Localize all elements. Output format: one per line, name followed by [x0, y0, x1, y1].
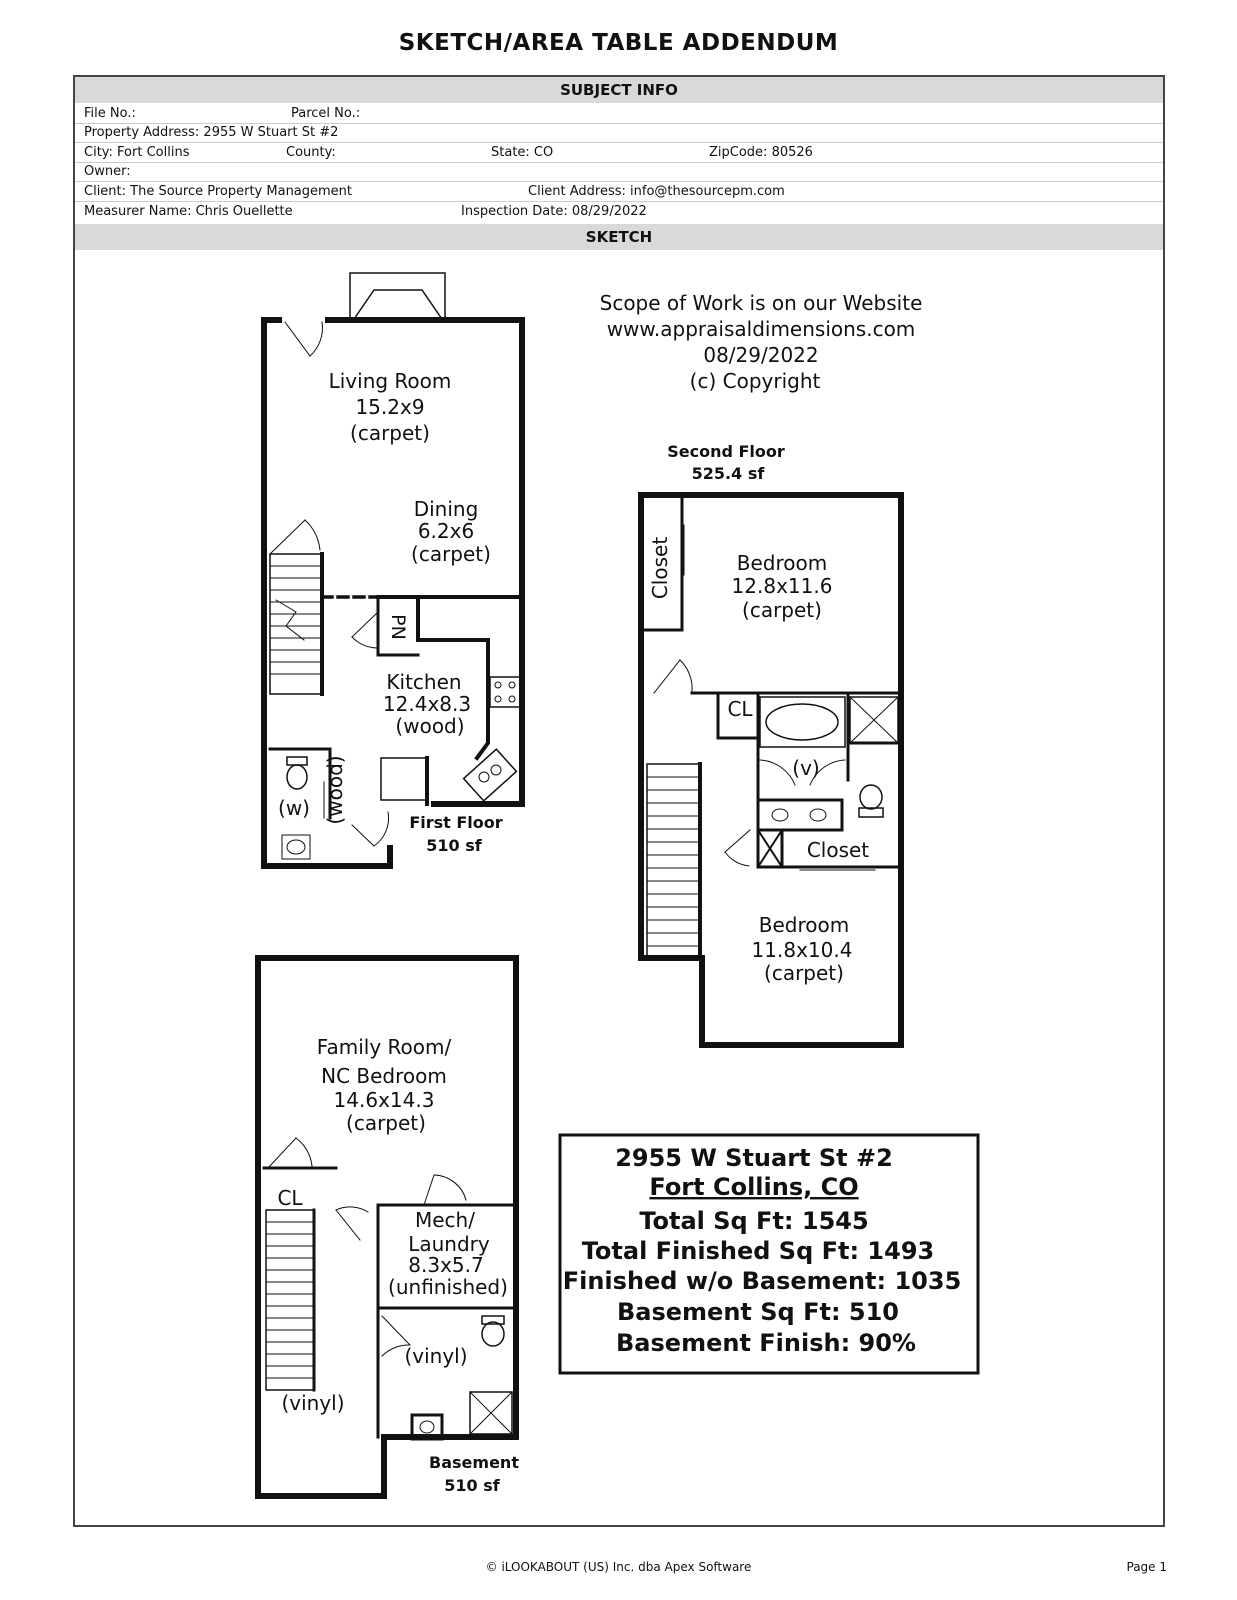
first-floor-area: 510 sf: [426, 836, 482, 855]
first-floor-plan: [264, 273, 522, 866]
bath-v-label: (v): [792, 756, 820, 780]
summary-box: [560, 1135, 978, 1373]
subject-info-header: SUBJECT INFO: [75, 77, 1163, 103]
bedroom-1-label: Bedroom: [736, 551, 828, 575]
summary-finished-wo-basement: Finished w/o Basement: 1035: [562, 1267, 962, 1295]
mech-label: Mech/: [415, 1208, 475, 1232]
bedroom-2-label: Bedroom: [758, 913, 850, 937]
dining-floor: (carpet): [411, 542, 491, 566]
bath-sink-icon: [287, 840, 305, 854]
living-room-size: 15.2x9: [355, 395, 425, 419]
living-room-floor: (carpet): [350, 421, 430, 445]
summary-address: 2955 W Stuart St #2: [615, 1144, 893, 1172]
dining-size: 6.2x6: [417, 519, 475, 543]
property-address: Property Address: 2955 W Stuart St #2: [84, 125, 339, 140]
family-room-size: 14.6x14.3: [333, 1088, 435, 1112]
fireplace-icon: [350, 273, 445, 322]
kitchen-sink-icon: [464, 749, 517, 801]
owner: Owner:: [84, 164, 131, 179]
client-address: Client Address: info@thesourcepm.com: [528, 184, 785, 199]
living-room-label: Living Room: [328, 369, 452, 393]
bedroom-1-size: 12.8x11.6: [731, 574, 833, 598]
bedroom-2-size: 11.8x10.4: [751, 938, 853, 962]
basement-cl-label: CL: [277, 1186, 303, 1210]
second-floor-area: 525.4 sf: [691, 464, 765, 483]
family-room-label-2: NC Bedroom: [321, 1064, 447, 1088]
dining-label: Dining: [413, 497, 479, 521]
client: Client: The Source Property Management: [84, 184, 353, 199]
stairs-icon: [270, 554, 322, 694]
city: City: Fort Collins: [84, 145, 190, 160]
parcel-no: Parcel No.:: [291, 106, 361, 121]
county: County:: [286, 145, 336, 160]
scope-line-2: www.appraisaldimensions.com: [606, 317, 916, 341]
pantry-label: PN: [387, 614, 409, 640]
bedroom-2-floor: (carpet): [764, 961, 844, 985]
bath-w-label: (w): [278, 796, 310, 820]
basement-area: 510 sf: [444, 1476, 500, 1495]
summary-basement-finish: Basement Finish: 90%: [616, 1329, 916, 1357]
state: State: CO: [491, 145, 554, 160]
toilet-icon: [482, 1316, 504, 1324]
mech-label-2: Laundry: [408, 1232, 490, 1256]
stairs-icon: [647, 764, 700, 956]
second-floor-title: Second Floor: [667, 442, 785, 461]
hall-wood-label: (wood): [323, 755, 347, 825]
hall-vinyl-label: (vinyl): [281, 1391, 345, 1415]
mech-size: 8.3x5.7: [408, 1253, 484, 1277]
summary-basement-sqft: Basement Sq Ft: 510: [617, 1298, 899, 1326]
document-title: SKETCH/AREA TABLE ADDENDUM: [398, 30, 839, 56]
zip-code: ZipCode: 80526: [709, 145, 813, 160]
scope-line-1: Scope of Work is on our Website: [599, 291, 923, 315]
toilet-icon: [860, 785, 882, 809]
footer-copyright: © iLOOKABOUT (US) Inc. dba Apex Software: [485, 1560, 752, 1574]
vanity-icon: [758, 800, 842, 830]
inspection-date: Inspection Date: 08/29/2022: [461, 204, 647, 219]
footer-page-number: Page 1: [1126, 1560, 1167, 1574]
cl-label: CL: [727, 697, 753, 721]
bath-vinyl-label: (vinyl): [404, 1344, 468, 1368]
basement-title: Basement: [429, 1453, 519, 1472]
closet-2-label: Closet: [806, 838, 870, 862]
measurer-name: Measurer Name: Chris Ouellette: [84, 204, 293, 219]
summary-total-sqft: Total Sq Ft: 1545: [639, 1207, 869, 1235]
summary-total-finished: Total Finished Sq Ft: 1493: [581, 1237, 935, 1265]
scope-line-4: (c) Copyright: [689, 369, 821, 393]
kitchen-island-icon: [381, 758, 427, 800]
summary-city: Fort Collins, CO: [649, 1173, 859, 1201]
toilet-icon: [287, 757, 307, 765]
file-no: File No.:: [84, 106, 136, 121]
mech-floor: (unfinished): [388, 1275, 508, 1299]
first-floor-title: First Floor: [409, 813, 503, 832]
bedroom-1-floor: (carpet): [742, 598, 822, 622]
sketch-header: SKETCH: [75, 224, 1163, 250]
kitchen-size: 12.4x8.3: [382, 692, 472, 716]
closet-1-label: Closet: [648, 536, 672, 600]
cooktop-icon: [490, 677, 520, 707]
family-room-floor: (carpet): [346, 1111, 426, 1135]
kitchen-label: Kitchen: [386, 670, 462, 694]
scope-line-3: 08/29/2022: [703, 343, 819, 367]
kitchen-floor: (wood): [395, 714, 465, 738]
stairs-icon: [266, 1210, 314, 1390]
family-room-label: Family Room/: [316, 1035, 452, 1059]
